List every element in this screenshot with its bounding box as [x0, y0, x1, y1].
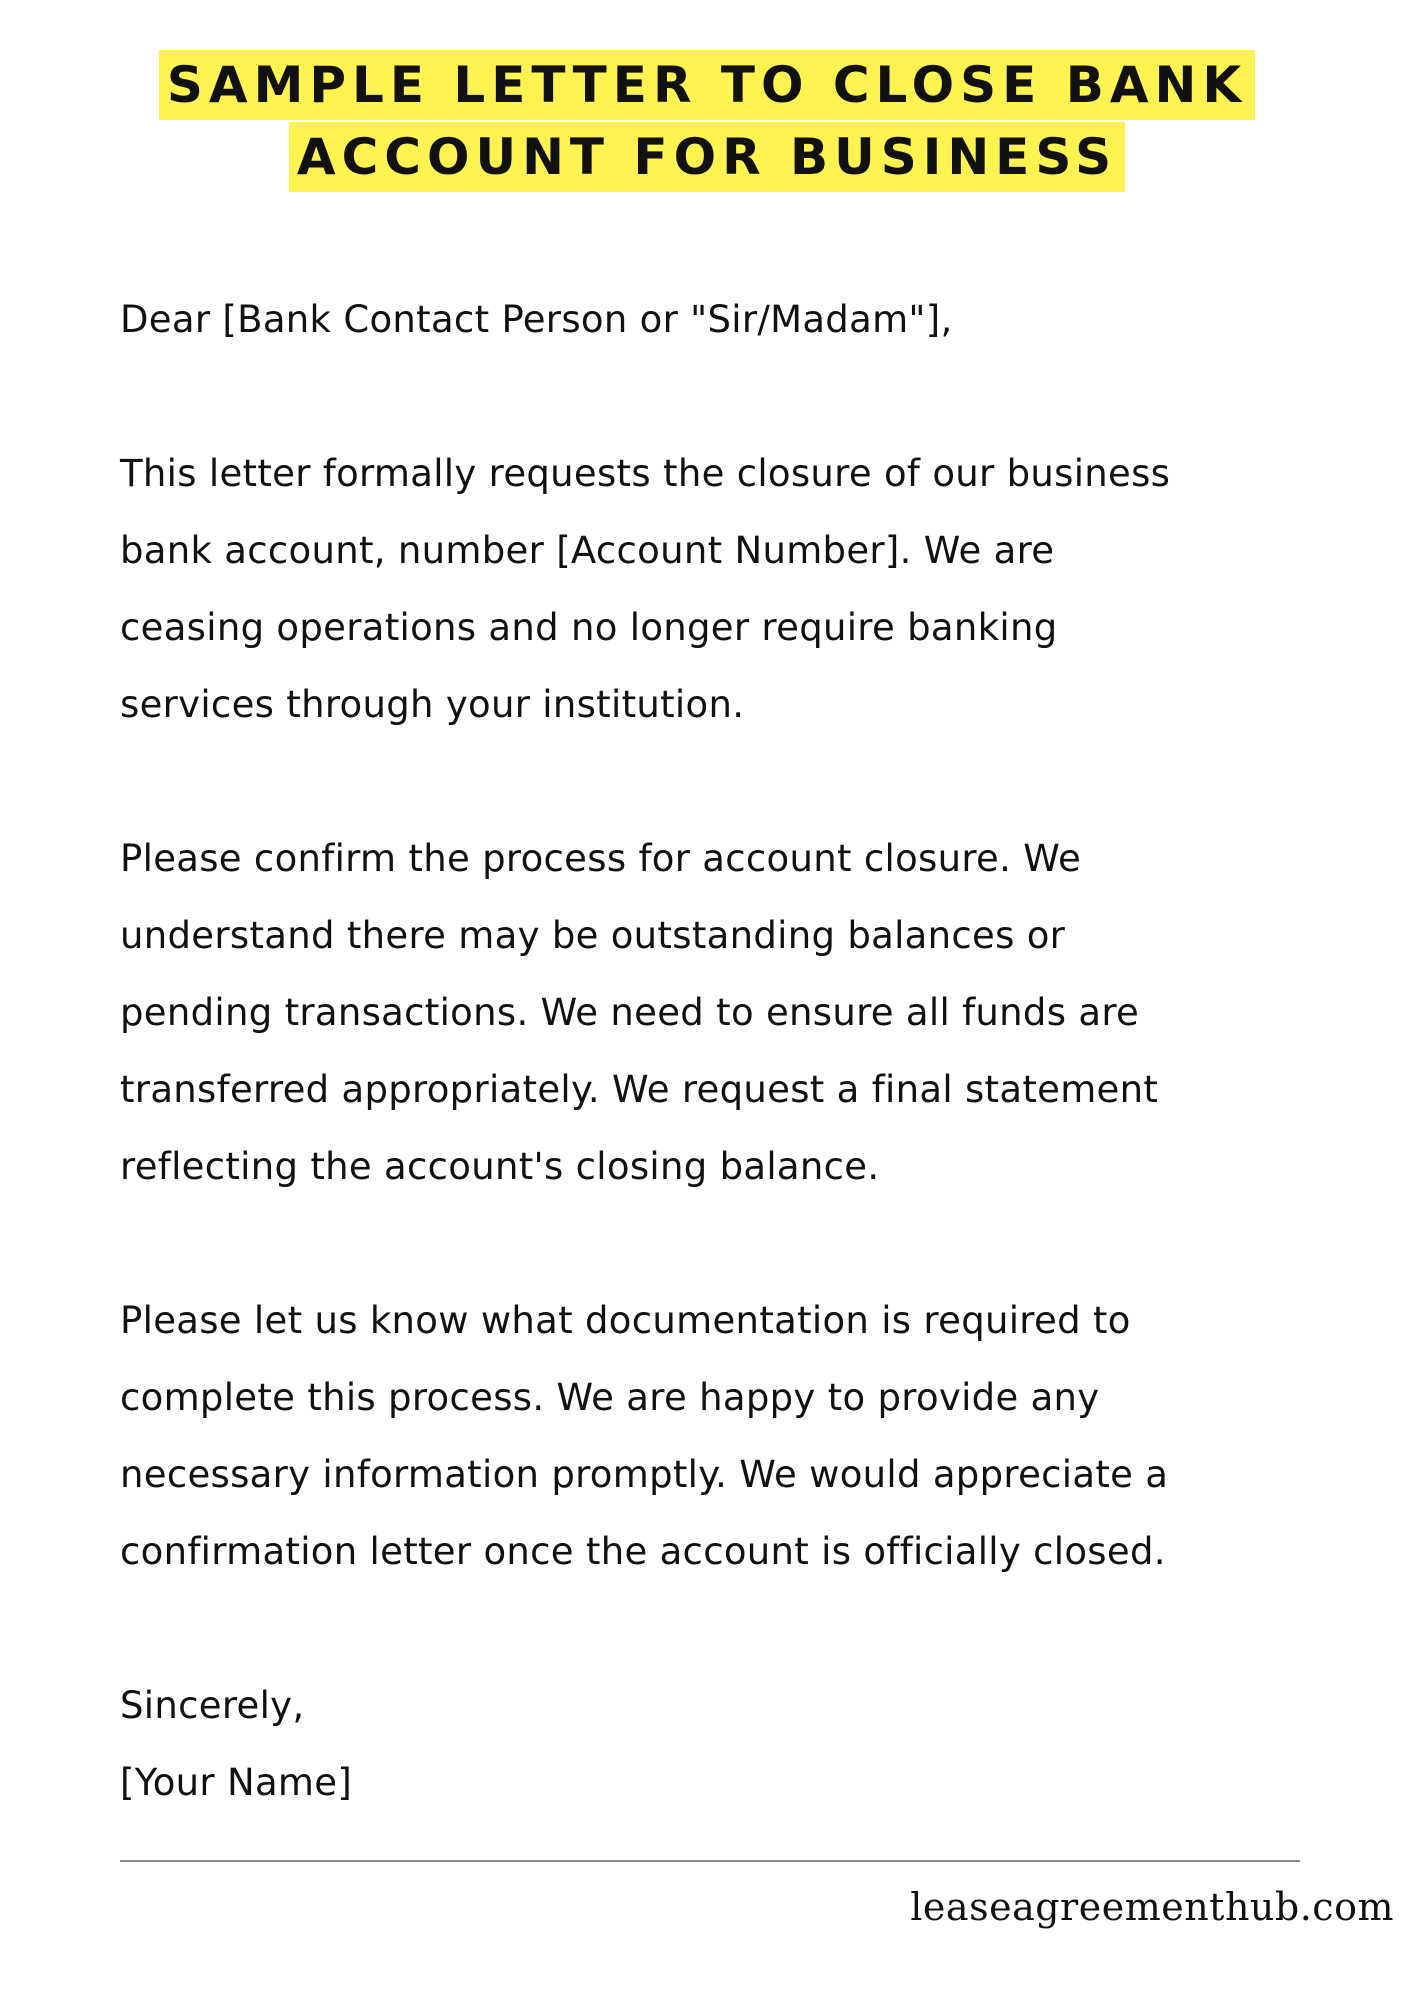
paragraph-line: pending transactions. We need to ensure all funds are: [120, 991, 1140, 1034]
paragraph-2: [120, 820, 1340, 1205]
paragraph-line: transferred appropriately. We request a final statement: [120, 1068, 1159, 1111]
closing: Sincerely,: [120, 1684, 305, 1727]
paragraph-line: reflecting the account's closing balance.: [120, 1145, 880, 1188]
paragraph-line: Please confirm the process for account closure. We: [120, 837, 1082, 880]
footer-website: leaseagreementhub.com: [910, 1885, 1394, 1929]
letter-body: [120, 281, 1340, 1821]
paragraph-line: Please let us know what documentation is required to: [120, 1299, 1131, 1342]
paragraph-line: services through your institution.: [120, 683, 745, 726]
footer-divider: [120, 1860, 1300, 1862]
paragraph-line: complete this process. We are happy to provide any: [120, 1376, 1100, 1419]
title-line-1: SAMPLE LETTER TO CLOSE BANK: [159, 50, 1255, 120]
salutation: Dear [Bank Contact Person or "Sir/Madam"],: [120, 298, 953, 341]
signature: [Your Name]: [120, 1761, 353, 1804]
paragraph-line: bank account, number [Account Number]. We are: [120, 529, 1055, 572]
paragraph-1: [120, 435, 1340, 743]
paragraph-line: necessary information promptly. We would appreciate a: [120, 1453, 1169, 1496]
paragraph-line: ceasing operations and no longer require banking: [120, 606, 1058, 649]
paragraph-line: confirmation letter once the account is officially closed.: [120, 1530, 1166, 1573]
paragraph-3: [120, 1282, 1340, 1590]
paragraph-line: understand there may be outstanding balances or: [120, 914, 1066, 957]
closing-block: [120, 1667, 1340, 1821]
page-title: [0, 50, 1414, 192]
paragraph-line: This letter formally requests the closure of our business: [120, 452, 1171, 495]
title-line-2: ACCOUNT FOR BUSINESS: [289, 122, 1125, 192]
